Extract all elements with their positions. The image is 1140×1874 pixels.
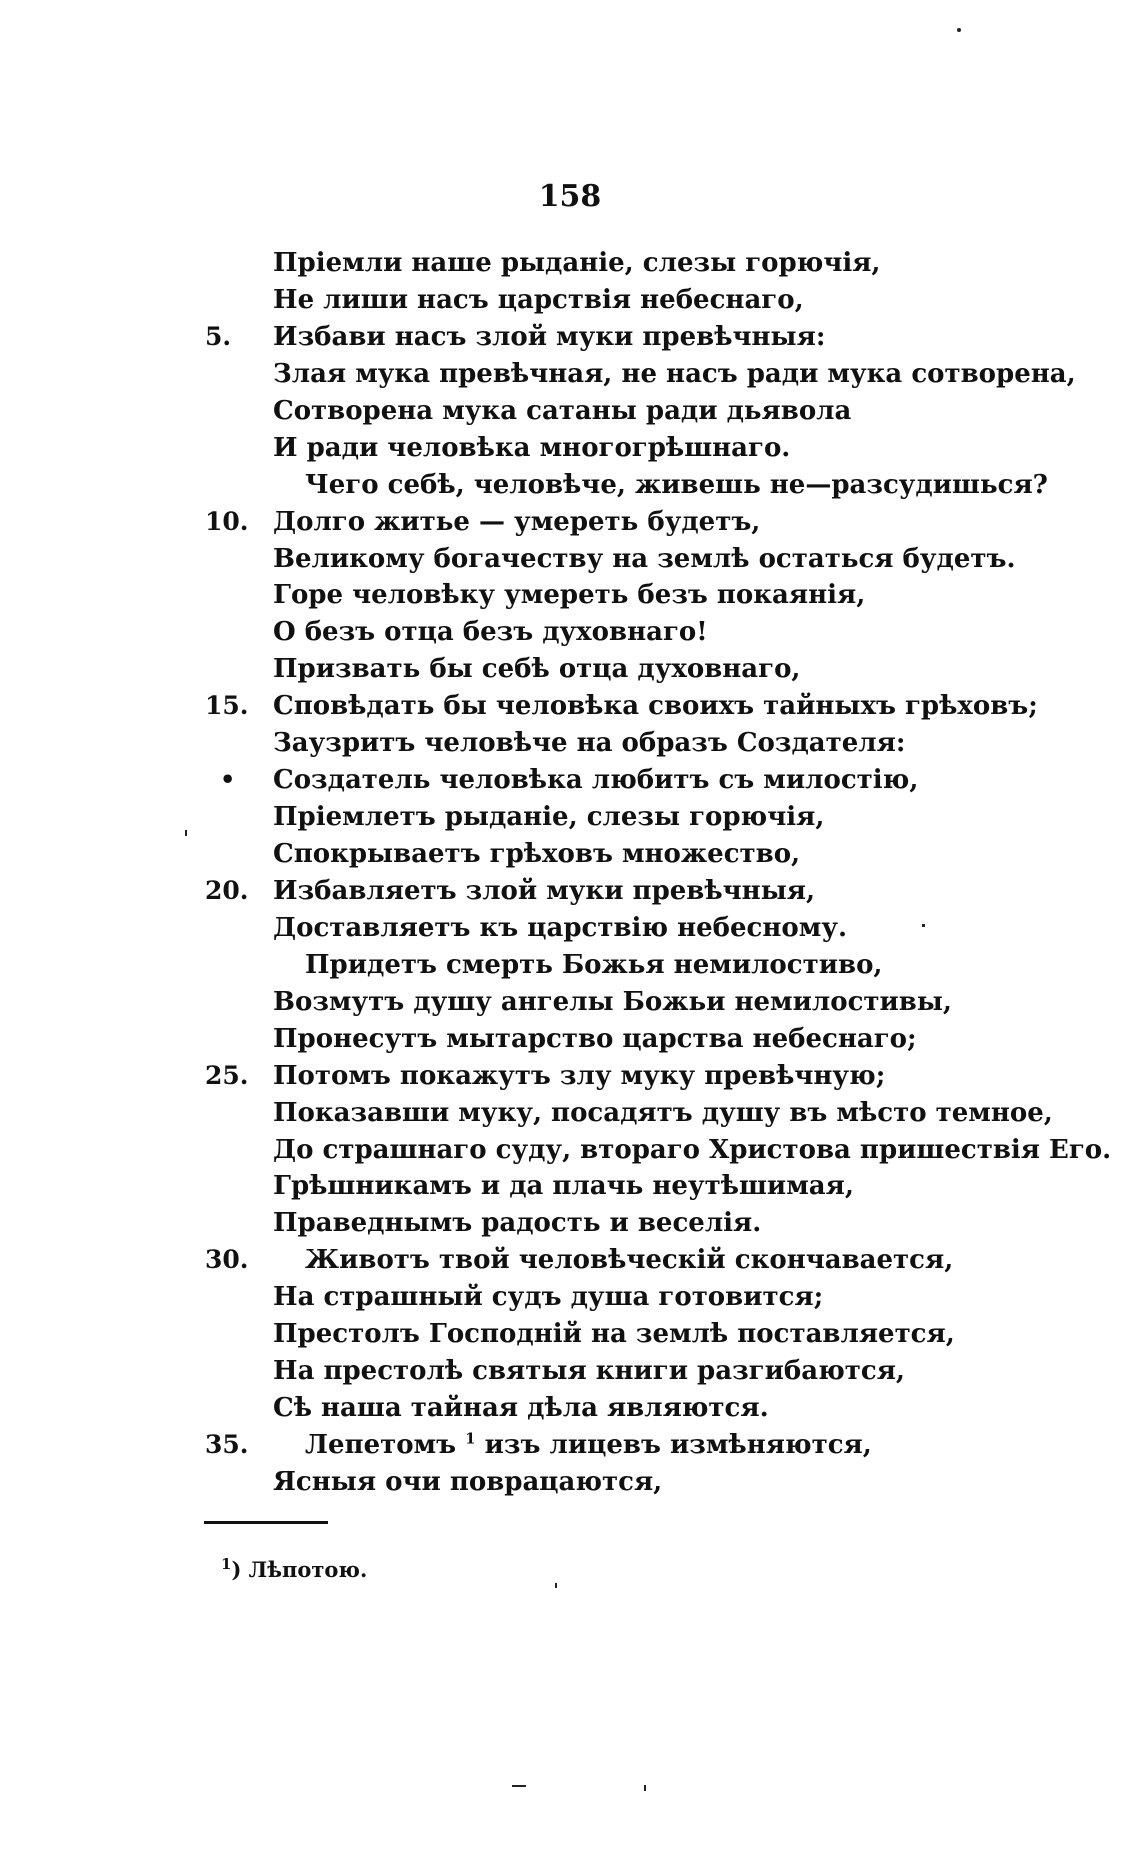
line-text-main: Чего себѣ, человѣче, живешь не—разсудишься? — [305, 469, 1048, 500]
line-text — [273, 836, 800, 873]
poem-line — [0, 1168, 1140, 1205]
scan-speck — [555, 1583, 557, 1588]
scan-speck — [644, 1785, 646, 1791]
poem-line — [0, 799, 1140, 836]
poem-line — [0, 1279, 1140, 1316]
line-number: 20. — [205, 875, 249, 905]
line-text — [273, 799, 824, 836]
line-text — [273, 910, 847, 947]
line-text — [273, 541, 1016, 578]
line-text — [273, 504, 760, 541]
line-text-main: Ясныя очи поврацаются, — [273, 1466, 663, 1497]
footnote-text: ) Лѣпотою. — [231, 1557, 368, 1582]
line-text — [273, 1279, 823, 1316]
poem-line — [0, 1242, 1140, 1279]
poem-line — [0, 1427, 1140, 1464]
poem-line — [0, 393, 1140, 430]
poem-line — [0, 984, 1140, 1021]
line-text-after: изъ лицевъ измѣняются, — [475, 1430, 872, 1460]
poem-line — [0, 725, 1140, 762]
line-text — [273, 356, 1076, 393]
line-text — [273, 319, 825, 356]
line-text-main: Сповѣдать бы человѣка своихъ тайныхъ грѣховъ; — [273, 691, 1038, 722]
line-text-main: Не лиши насъ царствія небеснаго, — [273, 284, 804, 315]
poem-line — [0, 1205, 1140, 1242]
line-text-main: Великому богачеству на землѣ остаться будетъ. — [273, 543, 1016, 574]
poem-body — [0, 245, 1140, 1501]
poem-line — [0, 282, 1140, 319]
line-number: 5. — [205, 321, 232, 351]
poem-line — [0, 504, 1140, 541]
poem-line — [0, 1464, 1140, 1501]
line-text-main: Сѣ наша тайная дѣла являются. — [273, 1393, 769, 1424]
line-text-main: Грѣшникамъ и да плачь неутѣшимая, — [273, 1171, 854, 1202]
line-text-main: Пріемлетъ рыданіе, слезы горючія, — [273, 802, 825, 833]
line-text-main: Сотворена мука сатаны ради дьявола — [273, 395, 852, 426]
line-text — [273, 1353, 905, 1390]
line-text — [273, 1095, 1053, 1132]
poem-line — [0, 1353, 1140, 1390]
line-text-main: Создатель человѣка любитъ съ милостію, — [273, 765, 919, 796]
line-text-main: Заузритъ человѣче на образъ Создателя: — [273, 728, 906, 759]
bullet-marker: • — [220, 765, 236, 795]
line-number: 25. — [205, 1060, 249, 1090]
poem-line — [0, 1132, 1140, 1169]
poem-line — [0, 910, 1140, 947]
footnote-divider — [204, 1521, 328, 1524]
line-text-main: На страшный судъ душа готовится; — [273, 1282, 824, 1313]
line-text-main: Престолъ Господній на землѣ поставляется, — [273, 1319, 955, 1350]
line-text — [273, 614, 708, 651]
poem-line — [0, 245, 1140, 282]
line-text-main: Пронесутъ мытарство царства небеснаго; — [273, 1023, 917, 1054]
line-text-main: Злая мука превѣчная, не насъ ради мука сотворена, — [273, 358, 1076, 389]
poem-line — [0, 762, 1140, 799]
line-text — [273, 282, 804, 319]
poem-line — [0, 651, 1140, 688]
line-text — [273, 577, 865, 614]
line-text — [305, 1242, 953, 1279]
line-text-main: Долго житье — умереть будетъ, — [273, 506, 761, 537]
poem-line — [0, 319, 1140, 356]
line-text-main: Придетъ смерть Божья немилостиво, — [305, 949, 883, 980]
line-text-main: Лепетомъ — [305, 1430, 457, 1460]
line-text-main: Животъ твой человѣческій скончавается, — [305, 1245, 954, 1276]
line-text-main: Призвать бы себѣ отца духовнаго, — [273, 654, 801, 685]
poem-line — [0, 1095, 1140, 1132]
poem-line — [0, 356, 1140, 393]
poem-line — [0, 541, 1140, 578]
poem-line — [0, 688, 1140, 725]
scan-speck — [957, 28, 961, 32]
poem-line — [0, 467, 1140, 504]
poem-line — [0, 1390, 1140, 1427]
line-text-main: Возмутъ душу ангелы Божьи немилостивы, — [273, 986, 952, 1017]
line-text-main: Доставляетъ къ царствію небесному. — [273, 912, 848, 943]
scan-speck — [922, 924, 925, 927]
line-text — [273, 1058, 885, 1095]
line-text — [273, 393, 851, 430]
line-text-main: Пріемли наше рыданіе, слезы горючія, — [273, 248, 881, 278]
line-text-main: Избавляетъ злой муки превѣчныя, — [273, 875, 816, 906]
poem-line — [0, 836, 1140, 873]
footnote-ref: 1 — [465, 1429, 476, 1448]
line-text — [305, 467, 1048, 504]
poem-line — [0, 614, 1140, 651]
line-text — [273, 762, 918, 799]
poem-line — [0, 430, 1140, 467]
line-text-main: О безъ отца безъ духовнаго! — [273, 617, 708, 648]
poem-line — [0, 577, 1140, 614]
line-text-main: Спокрываетъ грѣховъ множество, — [273, 839, 801, 869]
line-text — [273, 1168, 854, 1205]
line-text — [273, 245, 880, 282]
line-text — [273, 1390, 769, 1427]
line-text-main: Горе человѣку умереть безъ покаянія, — [273, 580, 866, 611]
line-text — [273, 1316, 955, 1353]
poem-line — [0, 1021, 1140, 1058]
line-text — [273, 984, 952, 1021]
scan-speck — [185, 830, 187, 836]
footnote-mark: 1 — [221, 1555, 232, 1573]
line-text-main: Потомъ покажутъ злу муку превѣчную; — [273, 1060, 886, 1091]
line-text-main: На престолѣ святыя книги разгибаются, — [273, 1356, 905, 1387]
scan-speck — [512, 1785, 526, 1787]
page-number: 158 — [538, 179, 602, 214]
line-text — [273, 1464, 662, 1501]
line-text — [273, 873, 815, 910]
line-number: 30. — [205, 1245, 249, 1275]
line-text — [273, 1205, 761, 1242]
line-text-main: Избави насъ злой муки превѣчныя: — [273, 321, 826, 352]
line-text — [273, 651, 800, 688]
line-number: 15. — [205, 691, 249, 721]
line-text-main: И ради человѣка многогрѣшнаго. — [273, 432, 791, 463]
poem-line — [0, 873, 1140, 910]
line-text — [305, 1427, 872, 1464]
line-text — [273, 725, 905, 762]
line-text-main: До страшнаго суду, втораго Христова пришествія Его. — [273, 1134, 1112, 1165]
line-text — [305, 947, 882, 984]
line-text — [273, 688, 1038, 725]
poem-line — [0, 1316, 1140, 1353]
line-text — [273, 430, 790, 467]
poem-line — [0, 947, 1140, 984]
line-text-main: Праведнымъ радость и веселія. — [273, 1208, 762, 1239]
line-number: 10. — [205, 506, 249, 536]
line-text — [273, 1132, 1111, 1169]
poem-line — [0, 1058, 1140, 1095]
footnote — [221, 1557, 367, 1583]
line-text — [273, 1021, 917, 1058]
line-number: 35. — [205, 1430, 249, 1459]
line-text-main: Показавши муку, посадятъ душу въ мѣсто темное, — [273, 1097, 1053, 1128]
